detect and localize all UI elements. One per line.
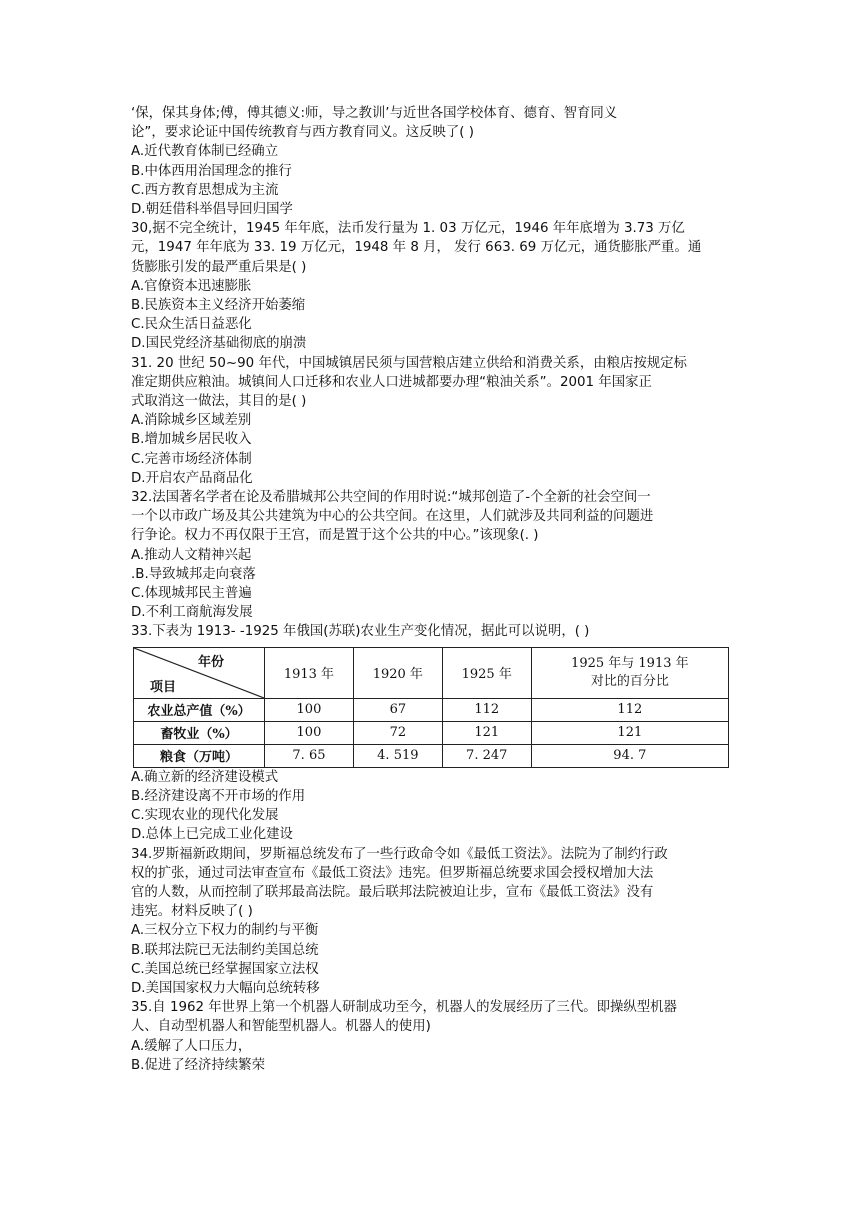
question-stem-line: 式取消这一做法，其目的是( ) bbox=[131, 394, 307, 410]
table-cell: 121 bbox=[442, 721, 531, 744]
option-a: A.推动人文精神兴起 bbox=[131, 547, 252, 563]
column-header: 1920 年 bbox=[353, 647, 442, 698]
agriculture-table bbox=[133, 647, 729, 768]
column-header: 1925 年 bbox=[442, 647, 531, 698]
corner-label-item: 项目 bbox=[150, 679, 177, 695]
question-30 bbox=[131, 219, 731, 353]
option-b: B.经济建设离不开市场的作用 bbox=[131, 788, 306, 804]
question-stem-line: 32.法国著名学者在论及希腊城邦公共空间的作用时说:“城邦创造了-个全新的社会空间一 bbox=[131, 490, 651, 506]
row-label: 农业总产值（%） bbox=[134, 698, 265, 721]
question-stem-line: 34.罗斯福新政期间，罗斯福总统发布了一些行政命令如《最低工资法》。法院为了制约行政 bbox=[131, 846, 668, 862]
question-32 bbox=[131, 488, 731, 622]
column-header: 1913 年 bbox=[265, 647, 354, 698]
option-b: B.中体西用治国理念的推行 bbox=[131, 163, 292, 179]
question-stem-line: 33.下表为 1913- -1925 年俄国(苏联)农业生产变化情况，据此可以说明，( ) bbox=[131, 624, 590, 640]
table-cell: 121 bbox=[531, 721, 728, 744]
table-cell: 4. 519 bbox=[353, 744, 442, 767]
question-stem-line: 人、自动型机器人和智能型机器人。机器人的使用) bbox=[131, 1019, 431, 1035]
table-cell: 112 bbox=[531, 698, 728, 721]
question-stem-line: ‘保，保其身体;傅，傅其德义:师，导之教训’与近世各国学校体育、德育、智育同义 bbox=[131, 106, 618, 121]
question-stem-line: 30,据不完全统计，1945 年年底，法币发行量为 1. 03 万亿元，1946 年年底增为 3.73 万亿 bbox=[131, 221, 685, 237]
question-stem-line: 官的人数，从而控制了联邦最高法院。最后联邦法院被迫让步，宣布《最低工资法》没有 bbox=[131, 884, 654, 900]
table-cell: 112 bbox=[442, 698, 531, 721]
table-cell: 7. 65 bbox=[265, 744, 354, 767]
question-stem-line: 一个以市政广场及其公共建筑为中心的公共空间。在这里，人们就涉及共同利益的问题进 bbox=[131, 509, 654, 525]
option-a: A.三权分立下权力的制约与平衡 bbox=[131, 923, 319, 939]
table-header-row bbox=[134, 647, 729, 698]
question-35 bbox=[131, 998, 731, 1075]
option-d: D.朝廷借科举倡导回归国学 bbox=[131, 202, 293, 218]
table-cell: 94. 7 bbox=[531, 744, 728, 767]
corner-label-year: 年份 bbox=[197, 654, 224, 670]
option-a: A.缓解了人口压力， bbox=[131, 1038, 252, 1054]
question-31 bbox=[131, 354, 731, 488]
option-b: .B.导致城邦走向衰落 bbox=[131, 566, 256, 582]
question-34 bbox=[131, 845, 731, 999]
option-c: C.美国总统已经掌握国家立法权 bbox=[131, 961, 319, 977]
option-a: A.确立新的经济建设模式 bbox=[131, 769, 279, 785]
question-stem-line: 货膨胀引发的最严重后果是( ) bbox=[131, 259, 307, 275]
option-c: C.体现城邦民主普遍 bbox=[131, 586, 252, 602]
option-c: C.完善市场经济体制 bbox=[131, 451, 252, 467]
question-33 bbox=[131, 622, 731, 844]
option-b: B.联邦法院已无法制约美国总统 bbox=[131, 942, 319, 958]
option-b: B.民族资本主义经济开始萎缩 bbox=[131, 298, 306, 314]
table-cell: 72 bbox=[353, 721, 442, 744]
option-c: C.民众生活日益恶化 bbox=[131, 317, 252, 333]
option-b: B.增加城乡居民收入 bbox=[131, 432, 252, 448]
option-c: C.西方教育思想成为主流 bbox=[131, 182, 279, 198]
row-label: 畜牧业（%） bbox=[134, 721, 265, 744]
option-b: B.促进了经济持续繁荣 bbox=[131, 1057, 265, 1073]
table-corner-cell bbox=[134, 647, 265, 698]
table-row bbox=[134, 698, 729, 721]
table-cell: 100 bbox=[265, 721, 354, 744]
option-c: C.实现农业的现代化发展 bbox=[131, 808, 279, 824]
table-cell: 7. 247 bbox=[442, 744, 531, 767]
question-29 bbox=[131, 104, 731, 219]
option-d: D.不利工商航海发展 bbox=[131, 605, 253, 621]
column-header: 1925 年与 1913 年 对比的百分比 bbox=[531, 647, 728, 698]
question-content bbox=[131, 104, 731, 1075]
option-d: D.开启农产品商品化 bbox=[131, 470, 253, 486]
row-label: 粮食（万吨） bbox=[134, 744, 265, 767]
option-d: D.总体上已完成工业化建设 bbox=[131, 827, 293, 843]
option-a: A.近代教育体制已经确立 bbox=[131, 144, 279, 160]
question-stem-line: 31. 20 世纪 50~90 年代，中国城镇居民须与国营粮店建立供给和消费关系，由粮店按规定标 bbox=[131, 355, 687, 371]
option-a: A.消除城乡区域差别 bbox=[131, 413, 252, 429]
question-stem-line: 准定期供应粮油。城镇间人口迁移和农业人口进城都要办理“粮油关系”。2001 年国家正 bbox=[131, 374, 652, 390]
question-stem-line: 违宪。材料反映了( ) bbox=[131, 904, 253, 920]
question-stem-line: 元，1947 年年底为 33. 19 万亿元，1948 年 8 月， 发行 663. 69 万亿元，通货膨胀严重。通 bbox=[131, 240, 702, 256]
question-stem-line: 权的扩张，通过司法审查宣布《最低工资法》违宪。但罗斯福总统要求国会授权增加大法 bbox=[131, 865, 654, 881]
table-cell: 100 bbox=[265, 698, 354, 721]
table-row bbox=[134, 721, 729, 744]
option-a: A.官僚资本迅速膨胀 bbox=[131, 278, 252, 294]
question-stem-line: 行争论。权力不再仅限于王宫，而是置于这个公共的中心。”该现象(. ) bbox=[131, 528, 539, 544]
option-d: D.国民党经济基础彻底的崩溃 bbox=[131, 336, 307, 352]
question-stem-line: 35.自 1962 年世界上第一个机器人研制成功至今，机器人的发展经历了三代。即操纵型机器 bbox=[131, 1000, 677, 1016]
table-row bbox=[134, 744, 729, 767]
option-d: D.美国国家权力大幅向总统转移 bbox=[131, 980, 320, 996]
table-cell: 67 bbox=[353, 698, 442, 721]
question-stem-line: 论”，要求论证中国传统教育与西方教育同义。这反映了( ) bbox=[131, 125, 475, 141]
